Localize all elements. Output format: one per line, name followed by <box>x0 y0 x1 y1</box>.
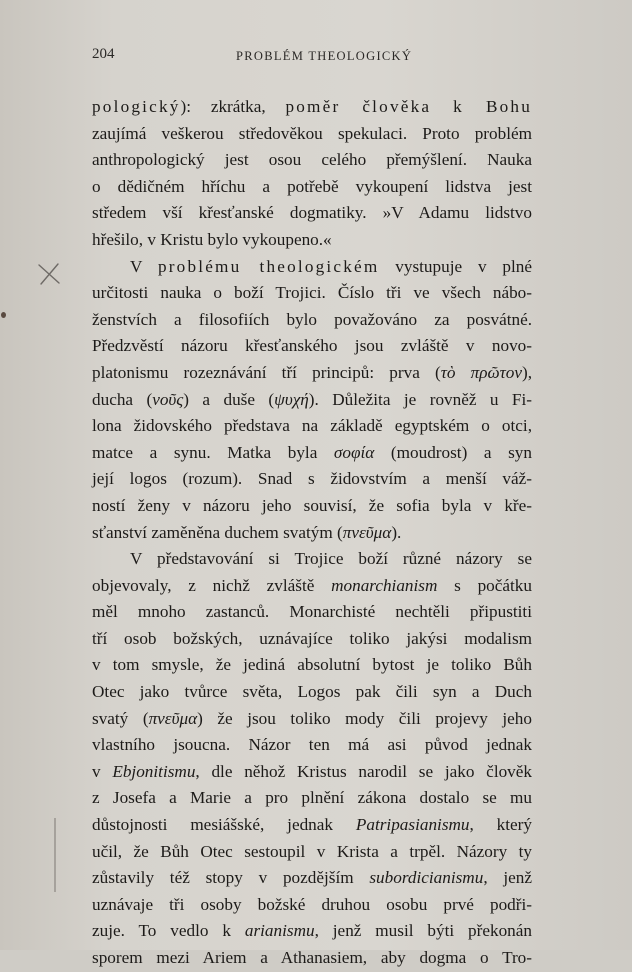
text-run: zuje. To vedlo k <box>92 921 245 941</box>
text-run: v <box>92 761 113 781</box>
text-line <box>92 839 532 866</box>
page-number: 204 <box>92 46 115 62</box>
text-run: měl mnoho zastanců. Monarchisté nechtěli připustiti <box>92 602 532 622</box>
text-run: určitosti nauka o boží Trojici. Číslo tři ve všech nábo- <box>92 283 532 303</box>
text-run: vystupuje v plné <box>379 256 532 276</box>
italic-term: νοῦς <box>152 389 184 409</box>
text-run: V <box>130 256 158 276</box>
text-run: V představování si Trojice boží různé názory se <box>130 549 532 569</box>
italic-term: ψυχή <box>274 389 309 409</box>
text-line <box>92 333 532 360</box>
text-run: ) a duše ( <box>183 389 275 409</box>
text-run: (moudrost) a syn <box>374 442 532 462</box>
text-line <box>92 360 532 387</box>
text-run: v tom smysle, že jediná absolutní bytost je toliko Bůh <box>92 655 532 675</box>
text-run: , jenž musil býti překonán <box>314 921 532 941</box>
spaced-emphasis: problému theologickém <box>157 256 380 276</box>
text-run: vlastního jsoucna. Názor ten má asi původ jednak <box>92 735 532 755</box>
pencil-x-mark-icon <box>36 262 62 286</box>
text-run: středem vší křesťanské dogmatiky. »V Adamu lidstvo <box>92 203 532 223</box>
text-line <box>92 520 532 547</box>
text-line <box>92 387 532 414</box>
text-run: anthropologický jest osou celého přemýšlení. Nauka <box>92 150 532 170</box>
italic-term: τὸ πρῶτον <box>440 362 522 382</box>
text-run: učil, že Bůh Otec sestoupil v Krista a trpěl. Názory ty <box>92 841 532 861</box>
running-title: PROBLÉM THEOLOGICKÝ <box>236 49 413 63</box>
text-run: , který <box>469 815 532 835</box>
text-run: sporem mezi Ariem a Athanasiem, aby dogma o Tro- <box>92 948 532 967</box>
text-run: ), <box>521 362 532 382</box>
text-run: sťanství zaměněna duchem svatým ( <box>92 522 343 542</box>
text-run: lona židovského představa na základě egyptském o otci, <box>92 416 532 436</box>
text-line <box>92 732 532 759</box>
text-line <box>92 626 532 653</box>
italic-term: πνεῦμα <box>342 522 392 542</box>
text-run: platonismu rozeznávání tří principů: prva ( <box>92 362 441 382</box>
text-line <box>92 865 532 892</box>
text-line <box>92 812 532 839</box>
text-line <box>92 546 532 573</box>
text-run: ností ženy v názoru jeho souvisí, že sofia byla v kře- <box>92 495 532 515</box>
text-line <box>92 466 532 493</box>
italic-term: Ebjonitismu <box>112 761 196 781</box>
text-line <box>92 892 532 919</box>
text-run: ) že jsou toliko mody čili projevy jeho <box>197 708 532 728</box>
text-run: hřešilo, v Kristu bylo vykoupeno.« <box>92 229 332 249</box>
text-line <box>92 227 532 254</box>
text-run: Předzvěstí názoru křesťanského jsou zvláště v novo- <box>92 336 532 356</box>
text-run: tří osob božských, uznávajíce toliko jakýsi modalism <box>92 628 532 648</box>
pencil-margin-line <box>54 818 56 892</box>
italic-term: Patripasianismu <box>355 815 470 835</box>
text-line <box>92 918 532 945</box>
text-run: svatý ( <box>92 708 149 728</box>
text-line <box>92 759 532 786</box>
text-run: Otec jako tvůrce světa, Logos pak čili syn a Duch <box>92 682 532 702</box>
text-run: ): zkrátka, <box>180 97 286 116</box>
text-run: ). Důležita je rovněž u Fi- <box>308 389 532 409</box>
text-run: z Josefa a Marie a pro plnění zákona dostalo se mu <box>92 788 532 808</box>
text-run: , dle něhož Kristus narodil se jako člověk <box>195 761 533 781</box>
italic-term: πνεῦμα <box>148 708 198 728</box>
text-line <box>92 121 532 148</box>
text-run: její logos (rozum). Snad s židovstvím a menší váž- <box>92 469 532 489</box>
text-line <box>92 413 532 440</box>
text-run: matce a synu. Matka byla <box>92 442 334 462</box>
spaced-emphasis: pologický <box>92 97 181 116</box>
body-text <box>92 94 532 972</box>
text-line <box>92 652 532 679</box>
text-line <box>92 254 532 281</box>
text-run: , jenž <box>483 868 532 888</box>
text-run: objevovaly, z nichž zvláště <box>92 575 332 595</box>
text-run: uznávaje tři osoby božské druhou osobu prvé podři- <box>92 894 532 914</box>
text-run: zaujímá veškerou středověkou spekulaci. Proto problém <box>92 123 532 143</box>
text-run: zůstavily též stopy v pozdějším <box>92 868 370 888</box>
text-line <box>92 440 532 467</box>
text-run: ženstvích a filosofiích bylo považováno za posvátné. <box>92 309 532 329</box>
text-line <box>92 785 532 812</box>
text-line <box>92 280 532 307</box>
text-line <box>92 573 532 600</box>
text-line <box>92 493 532 520</box>
italic-term: monarchianism <box>331 575 438 595</box>
text-run: ducha ( <box>92 389 153 409</box>
italic-term: σοφία <box>333 442 375 462</box>
text-run: důstojnosti mesiášské, jednak <box>92 815 356 835</box>
running-head <box>92 46 540 70</box>
text-line <box>92 945 532 972</box>
text-line <box>92 94 532 121</box>
text-line <box>92 307 532 334</box>
text-line <box>92 147 532 174</box>
text-run: s počátku <box>437 575 532 595</box>
text-run: o dědičném hříchu a potřebě vykoupení lidstva jest <box>92 176 532 196</box>
italic-term: subordicianismu <box>369 868 484 888</box>
spaced-emphasis: poměr člověka k Bohu <box>285 97 532 116</box>
italic-term: arianismu <box>244 921 315 941</box>
text-line <box>92 706 532 733</box>
text-line <box>92 679 532 706</box>
margin-ink-dot <box>1 312 6 318</box>
text-line <box>92 599 532 626</box>
text-line <box>92 200 532 227</box>
text-run: ). <box>391 522 402 542</box>
text-line <box>92 174 532 201</box>
